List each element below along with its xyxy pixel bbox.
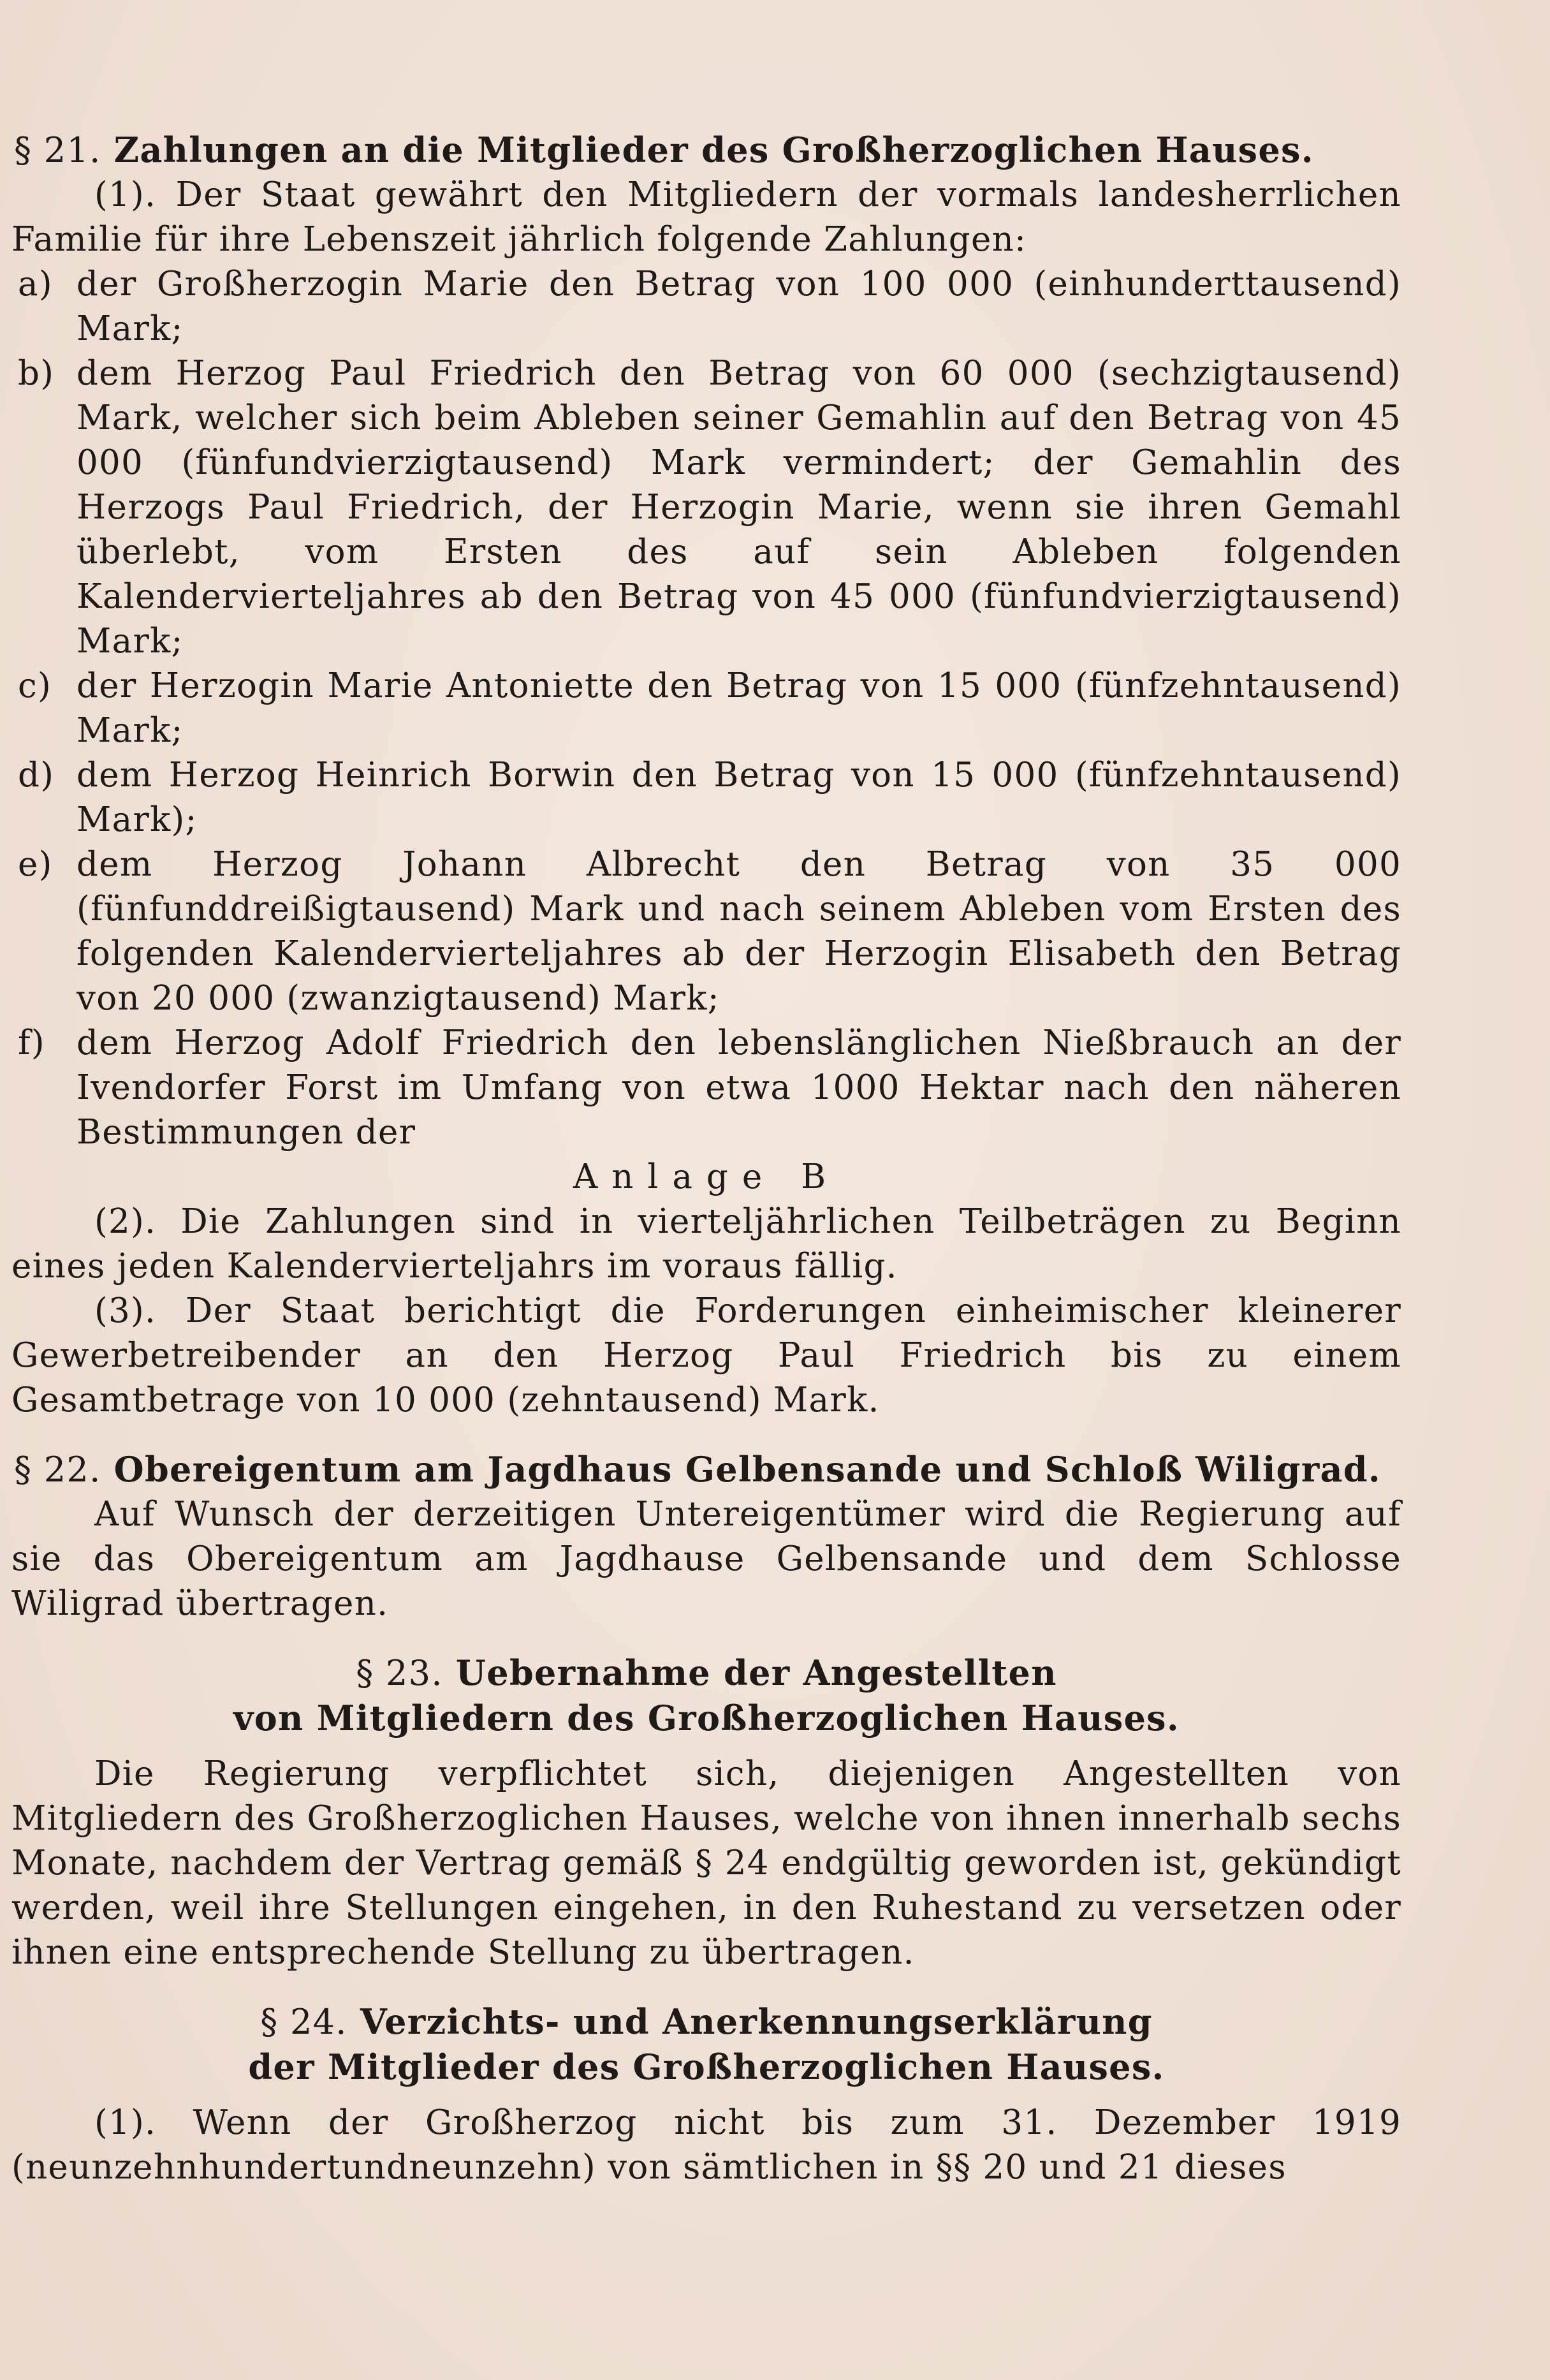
list-item-text: dem Herzog Johann Albrecht den Betrag von 35 000 (fünfunddreißigtausend) Mark und nach seinem Ableben vom Ersten des folgenden Kalendervierteljahres ab der Herzogin Elisabeth den Betrag von 20 000 (zwanzigtausend) Mark; (77, 845, 1401, 1018)
section-23-number: § 23. (356, 1653, 443, 1693)
section-21-paragraph-1: (1). Der Staat gewährt den Mitgliedern der vormals landesherrlichen Familie für ihre Lebenszeit jährlich folgende Zahlungen: (11, 175, 1401, 259)
list-item-letter: b) (18, 354, 55, 393)
section-21-heading (11, 128, 1401, 173)
section-21-paragraph-3: (3). Der Staat berichtigt die Forderungen einheimischer kleinerer Gewerbetreibender an den Herzog Paul Friedrich bis zu einem Gesamtbetrage von 10 000 (zehntausend) Mark. (11, 1291, 1401, 1420)
section-21-paragraph-2: (2). Die Zahlungen sind in vierteljährlichen Teilbeträgen zu Beginn eines jeden Kalendervierteljahrs im voraus fällig. (11, 1202, 1401, 1286)
section-24-title-line-2: der Mitglieder des Großherzoglichen Hauses. (248, 2046, 1165, 2087)
list-item-text: der Großherzogin Marie den Betrag von 100 000 (einhunderttausend) Mark; (77, 265, 1401, 348)
section-23-heading (11, 1650, 1401, 1696)
list-item-a (11, 262, 1401, 351)
list-item-letter: a) (18, 265, 53, 304)
section-24-number: § 24. (260, 2002, 347, 2042)
section-22-paragraph: Auf Wunsch der derzeitigen Untereigentümer wird die Regierung auf sie das Obereigentum am Jagdhause Gelbensande und dem Schlosse Wiligrad übertragen. (11, 1495, 1401, 1623)
list-item-f (11, 1021, 1401, 1155)
anlage-reference: Anlage B (573, 1157, 840, 1196)
section-24-paragraph: (1). Wenn der Großherzog nicht bis zum 31. Dezember 1919 (neunzehnhundertundneunzehn) von sämtlichen in §§ 20 und 21 dieses (11, 2103, 1401, 2187)
list-item-letter: d) (18, 756, 55, 795)
section-23-title-line-2: von Mitgliedern des Großherzoglichen Hauses. (233, 1698, 1180, 1738)
list-item-c (11, 664, 1401, 753)
section-21-number: § 21. (14, 130, 101, 170)
list-item-letter: c) (18, 666, 52, 705)
section-23-title-line-1: Uebernahme der Angestellten (455, 1652, 1057, 1693)
section-22-number: § 22. (14, 1450, 101, 1490)
document-text (11, 128, 1401, 2190)
section-22-heading (11, 1447, 1401, 1492)
section-24-title-line-1: Verzichts- und Anerkennungserklärung (360, 2001, 1153, 2042)
list-item-text: der Herzogin Marie Antoniette den Betrag von 15 000 (fünfzehntausend) Mark; (77, 666, 1401, 750)
list-item-letter: e) (18, 845, 53, 884)
section-23-paragraph: Die Regierung verpflichtet sich, diejenigen Angestellten von Mitgliedern des Großherzoglichen Hauses, welche von ihnen innerhalb sechs Monate, nachdem der Vertrag gemäß § 24 endgültig geworden ist, gekündigt werden, weil ihre Stellungen eingehen, in den Ruhestand zu versetzen oder ihnen eine entsprechende Stellung zu übertragen. (11, 1754, 1401, 1972)
section-21-title: Zahlungen an die Mitglieder des Großherzoglichen Hauses. (113, 129, 1314, 170)
list-item-text: dem Herzog Heinrich Borwin den Betrag von 15 000 (fünfzehntausend) Mark); (77, 756, 1401, 839)
list-item-d (11, 753, 1401, 842)
section-24-heading (11, 1999, 1401, 2045)
list-item-letter: f) (18, 1024, 45, 1062)
list-item-text: dem Herzog Paul Friedrich den Betrag von 60 000 (sechzigtausend) Mark, welcher sich beim Ableben seiner Gemahlin auf den Betrag von 45 000 (fünfundvierzigtausend) Mark vermindert; der Gemahlin des Herzogs Paul Friedrich, der Herzogin Marie, wenn sie ihren Gemahl überlebt, vom Ersten des auf sein Ableben folgenden Kalendervierteljahres ab den Betrag von 45 000 (fünfundvierzigtausend) Mark; (77, 354, 1401, 661)
section-22-title: Obereigentum am Jagdhaus Gelbensande und Schloß Wiligrad. (113, 1449, 1381, 1490)
list-item-e (11, 842, 1401, 1021)
list-item-text: dem Herzog Adolf Friedrich den lebenslänglichen Nießbrauch an der Ivendorfer Forst im Umfang von etwa 1000 Hektar nach den näheren Bestimmungen der (77, 1024, 1401, 1152)
list-item-b (11, 351, 1401, 664)
